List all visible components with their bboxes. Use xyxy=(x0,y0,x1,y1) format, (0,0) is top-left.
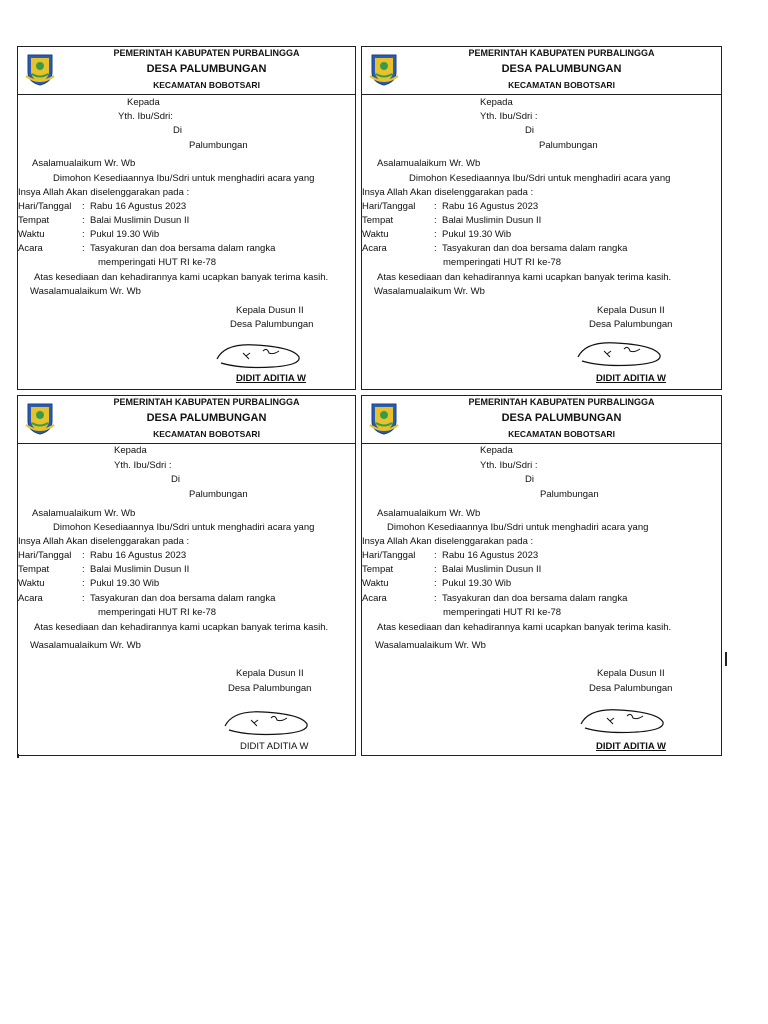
detail-value: Tasyakuran dan doa bersama dalam rangka xyxy=(90,593,276,604)
yth-label: Yth. Ibu/Sdri : xyxy=(480,111,538,122)
detail-value: Pukul 19.30 Wib xyxy=(90,229,160,240)
detail-sep: : xyxy=(82,229,85,240)
signer-name: DIDIT ADITIA W xyxy=(240,741,309,752)
invitation-card-4 xyxy=(361,395,722,756)
event-continuation: memperingati HUT RI ke-78 xyxy=(443,607,562,618)
detail-value: Balai Muslimin Dusun II xyxy=(90,564,190,575)
signer-name: DIDIT ADITIA W xyxy=(596,373,667,384)
village-title: DESA PALUMBUNGAN xyxy=(501,63,622,75)
detail-value: Pukul 19.30 Wib xyxy=(442,578,512,589)
detail-sep: : xyxy=(434,243,437,254)
letterhead xyxy=(362,396,721,444)
di-label: Di xyxy=(173,125,182,136)
farewell-text: Wasalamualaikum Wr. Wb xyxy=(374,286,485,297)
detail-value: Rabu 16 Agustus 2023 xyxy=(442,550,539,561)
detail-sep: : xyxy=(434,578,437,589)
detail-value: Tasyakuran dan doa bersama dalam rangka xyxy=(442,243,628,254)
detail-label: Tempat xyxy=(18,215,50,226)
detail-label: Waktu xyxy=(362,229,389,240)
detail-value: Rabu 16 Agustus 2023 xyxy=(442,201,539,212)
letterhead xyxy=(18,396,355,444)
gov-title: PEMERINTAH KABUPATEN PURBALINGGA xyxy=(468,48,655,58)
detail-sep: : xyxy=(434,550,437,561)
intro-text: Insya Allah Akan diselenggarakan pada : xyxy=(18,536,190,547)
thanks-text: Atas kesediaan dan kehadirannya kami ucapkan banyak terima kasih. xyxy=(34,272,329,283)
greeting: Asalamualaikum Wr. Wb xyxy=(377,158,481,169)
place-label: Palumbungan xyxy=(189,489,248,500)
detail-value: Tasyakuran dan doa bersama dalam rangka xyxy=(90,243,276,254)
detail-sep: : xyxy=(434,201,437,212)
edge-mark xyxy=(725,652,727,666)
detail-value: Balai Muslimin Dusun II xyxy=(90,215,190,226)
di-label: Di xyxy=(171,474,180,485)
detail-sep: : xyxy=(82,578,85,589)
detail-value: Tasyakuran dan doa bersama dalam rangka xyxy=(442,593,628,604)
village-title: DESA PALUMBUNGAN xyxy=(501,412,622,424)
thanks-text: Atas kesediaan dan kehadirannya kami ucapkan banyak terima kasih. xyxy=(377,622,672,633)
yth-label: Yth. Ibu/Sdri: xyxy=(118,111,173,122)
detail-label: Acara xyxy=(18,243,43,254)
detail-sep: : xyxy=(82,593,85,604)
edge-mark xyxy=(17,754,19,758)
detail-label: Acara xyxy=(362,593,387,604)
detail-sep: : xyxy=(82,550,85,561)
gov-title: PEMERINTAH KABUPATEN PURBALINGGA xyxy=(113,48,300,58)
intro-text: Insya Allah Akan diselenggarakan pada : xyxy=(362,536,534,547)
letterhead xyxy=(362,47,721,95)
event-continuation: memperingati HUT RI ke-78 xyxy=(98,257,217,268)
detail-sep: : xyxy=(82,564,85,575)
detail-label: Hari/Tanggal xyxy=(362,550,416,561)
event-continuation: memperingati HUT RI ke-78 xyxy=(443,257,562,268)
detail-value: Balai Muslimin Dusun II xyxy=(442,215,542,226)
farewell-text: Wasalamualaikum Wr. Wb xyxy=(30,286,141,297)
signature-scribble-icon xyxy=(221,706,316,740)
farewell-text: Wasalamualaikum Wr. Wb xyxy=(375,640,486,651)
detail-sep: : xyxy=(82,243,85,254)
regency-emblem-icon xyxy=(24,401,56,435)
detail-sep: : xyxy=(434,564,437,575)
signature-scribble-icon xyxy=(213,339,308,373)
letterhead xyxy=(18,47,355,95)
yth-label: Yth. Ibu/Sdri : xyxy=(114,460,172,471)
gov-title: PEMERINTAH KABUPATEN PURBALINGGA xyxy=(468,397,655,407)
signer-title: Kepala Dusun II xyxy=(236,305,304,316)
detail-label: Waktu xyxy=(18,229,45,240)
district-title: KECAMATAN BOBOTSARI xyxy=(508,80,615,90)
detail-value: Balai Muslimin Dusun II xyxy=(442,564,542,575)
event-continuation: memperingati HUT RI ke-78 xyxy=(98,607,217,618)
di-label: Di xyxy=(525,125,534,136)
village-title: DESA PALUMBUNGAN xyxy=(146,63,267,75)
invite-text: Dimohon Kesediaannya Ibu/Sdri untuk menghadiri acara yang xyxy=(53,522,315,533)
signer-name: DIDIT ADITIA W xyxy=(236,373,307,384)
detail-value: Rabu 16 Agustus 2023 xyxy=(90,201,187,212)
place-label: Palumbungan xyxy=(540,489,599,500)
signer-village: Desa Palumbungan xyxy=(589,319,673,330)
detail-label: Tempat xyxy=(18,564,50,575)
detail-label: Waktu xyxy=(362,578,389,589)
detail-label: Hari/Tanggal xyxy=(362,201,416,212)
detail-label: Tempat xyxy=(362,215,394,226)
village-title: DESA PALUMBUNGAN xyxy=(146,412,267,424)
detail-label: Tempat xyxy=(362,564,394,575)
detail-value: Rabu 16 Agustus 2023 xyxy=(90,550,187,561)
signer-village: Desa Palumbungan xyxy=(228,683,312,694)
signer-name: DIDIT ADITIA W xyxy=(596,741,667,752)
place-label: Palumbungan xyxy=(189,140,248,151)
gov-title: PEMERINTAH KABUPATEN PURBALINGGA xyxy=(113,397,300,407)
kepada-label: Kepada xyxy=(480,445,513,456)
signer-title: Kepala Dusun II xyxy=(597,668,665,679)
detail-sep: : xyxy=(434,215,437,226)
detail-label: Acara xyxy=(362,243,387,254)
regency-emblem-icon xyxy=(368,401,400,435)
intro-text: Insya Allah Akan diselenggarakan pada : xyxy=(362,187,534,198)
district-title: KECAMATAN BOBOTSARI xyxy=(508,429,615,439)
regency-emblem-icon xyxy=(24,52,56,86)
detail-sep: : xyxy=(82,201,85,212)
signer-title: Kepala Dusun II xyxy=(597,305,665,316)
kepada-label: Kepada xyxy=(127,97,160,108)
greeting: Asalamualaikum Wr. Wb xyxy=(32,158,136,169)
yth-label: Yth. Ibu/Sdri : xyxy=(480,460,538,471)
detail-sep: : xyxy=(434,593,437,604)
kepada-label: Kepada xyxy=(114,445,147,456)
invitation-card-2 xyxy=(361,46,722,390)
invite-text: Dimohon Kesediaannya Ibu/Sdri untuk menghadiri acara yang xyxy=(409,173,671,184)
signature-scribble-icon xyxy=(574,337,669,371)
detail-sep: : xyxy=(434,229,437,240)
intro-text: Insya Allah Akan diselenggarakan pada : xyxy=(18,187,190,198)
kepada-label: Kepada xyxy=(480,97,513,108)
invitation-card-3 xyxy=(17,395,356,756)
invite-text: Dimohon Kesediaannya Ibu/Sdri untuk menghadiri acara yang xyxy=(53,173,315,184)
detail-value: Pukul 19.30 Wib xyxy=(90,578,160,589)
signer-village: Desa Palumbungan xyxy=(230,319,314,330)
signature-scribble-icon xyxy=(577,704,672,738)
thanks-text: Atas kesediaan dan kehadirannya kami ucapkan banyak terima kasih. xyxy=(34,622,329,633)
signer-village: Desa Palumbungan xyxy=(589,683,673,694)
greeting: Asalamualaikum Wr. Wb xyxy=(377,508,481,519)
district-title: KECAMATAN BOBOTSARI xyxy=(153,80,260,90)
thanks-text: Atas kesediaan dan kehadirannya kami ucapkan banyak terima kasih. xyxy=(377,272,672,283)
regency-emblem-icon xyxy=(368,52,400,86)
invitation-card-1 xyxy=(17,46,356,390)
farewell-text: Wasalamualaikum Wr. Wb xyxy=(30,640,141,651)
signer-title: Kepala Dusun II xyxy=(236,668,304,679)
detail-label: Acara xyxy=(18,593,43,604)
detail-value: Pukul 19.30 Wib xyxy=(442,229,512,240)
detail-sep: : xyxy=(82,215,85,226)
di-label: Di xyxy=(525,474,534,485)
greeting: Asalamualaikum Wr. Wb xyxy=(32,508,136,519)
place-label: Palumbungan xyxy=(539,140,598,151)
invite-text: Dimohon Kesediaannya Ibu/Sdri untuk menghadiri acara yang xyxy=(387,522,649,533)
detail-label: Hari/Tanggal xyxy=(18,201,72,212)
district-title: KECAMATAN BOBOTSARI xyxy=(153,429,260,439)
detail-label: Hari/Tanggal xyxy=(18,550,72,561)
detail-label: Waktu xyxy=(18,578,45,589)
